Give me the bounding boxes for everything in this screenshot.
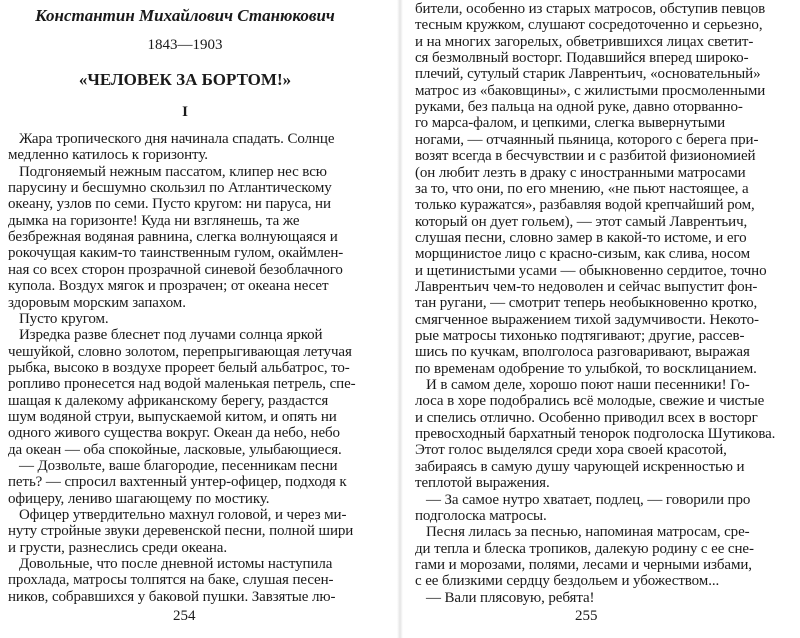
author-name: Константин Михайлович Станюкович	[35, 6, 335, 25]
text-line: петь? — спросил вахтенный унтер-офицер, подходя к	[8, 474, 347, 491]
text-line: Песня лилась за песнью, напоминая матросам, сре-	[415, 524, 750, 541]
book-gutter	[397, 0, 403, 638]
text-line: да океан — оба спокойные, ласковые, улыбающиеся.	[8, 441, 342, 458]
text-line: тан ругани, — смотрит теперь необыкновенно кротко,	[415, 295, 758, 312]
text-line: Лаврентьич чем-то недоволен и сейчас выпустит фон-	[415, 278, 758, 295]
text-line: чешуйкой, словно золотом, перепрыгивающая летучая	[8, 343, 352, 360]
text-line: Пусто кругом.	[8, 310, 109, 327]
text-line: и грусти, разнеслись среди океана.	[8, 539, 228, 556]
text-line: (он любит лезть в драку с иностранными матросами	[415, 164, 746, 181]
text-line: прохлада, матросы толпятся на баке, слушая песен-	[8, 572, 334, 589]
text-line: — За самое нутро хватает, подлец, — говорили про	[415, 491, 751, 508]
text-line: рокочущая каким-то таинственным гулом, окаймлен-	[8, 245, 344, 262]
text-line: лоса в хоре подобрались всё молодые, свежие и чистые	[415, 393, 765, 410]
text-line: Изредка разве блеснет под лучами солнца яркой	[8, 327, 323, 344]
text-line: превосходный бархатный тенорок подголоска Шутикова.	[415, 426, 776, 443]
text-line: — Вали плясовую, ребята!	[415, 589, 595, 606]
text-line: который он дует гольем), — этот самый Лаврентьич,	[415, 213, 748, 230]
text-line: И в самом деле, хорошо поют наши песенники! Го-	[415, 377, 750, 394]
text-line: плечий, сутулый старик Лаврентьич, «основательный»	[415, 66, 761, 83]
story-title: «ЧЕЛОВЕК ЗА БОРТОМ!»	[78, 70, 292, 89]
text-line: безбрежная водяная равнина, слегка волнующаяся и	[8, 229, 338, 246]
text-line: шащая к далекому африканскому берегу, раздастся	[8, 392, 329, 409]
text-line: ногами, — отчаянный пьяница, которого с берега при-	[415, 131, 759, 148]
text-line: бители, особенно из старых матросов, обступив певцов	[415, 1, 766, 17]
text-line: — Дозвольте, ваше благородие, песенникам песни	[8, 458, 338, 474]
text-line: тесным кружком, слушают сосредоточенно и серьезно,	[415, 17, 763, 34]
text-line: ся безмолвный восторг. Подавшийся вперед широко-	[415, 50, 749, 67]
text-line: Этот голос выделялся среди хора своей красотой,	[415, 442, 727, 459]
text-line: дымка на горизонте! Куда ни взглянешь, та же	[8, 212, 300, 229]
text-line: нуту стройные звуки деревенской песни, полной шири	[8, 523, 354, 540]
right-page	[405, 0, 800, 638]
text-line: шись по кучкам, вполголоса разговаривают, выражая	[415, 344, 750, 361]
text-line: за то, что они, по его мнению, «не пьют настоящее, а	[415, 180, 749, 197]
chapter-number: I	[182, 104, 188, 120]
text-line: медленно катилось к горизонту.	[8, 147, 208, 164]
text-line: слушая песни, словно замер в какой-то истоме, и его	[415, 229, 747, 246]
text-line: одного живого существа вокруг. Океан да небо, небо	[8, 425, 340, 442]
text-line: ди тепла и блеска тропиков, далекую родину с ее сне-	[415, 540, 754, 557]
text-line: Жара тропического дня начинала спадать. Солнце	[8, 131, 335, 147]
text-line: ная со всех сторон прозрачной синевой безоблачного	[8, 261, 343, 278]
text-line: по временам одобрение то улыбкой, то восклицанием.	[415, 360, 757, 377]
text-line: забираясь в самую душу чарующей искренностью и	[415, 458, 745, 475]
text-line: Довольные, что после дневной истомы наступила	[8, 556, 333, 573]
page-number-left: 254	[173, 608, 196, 624]
text-line: матрос из «баковщины», с жилистыми просмоленными	[415, 82, 766, 99]
text-line: рые матросы тихонько подтягивают; другие, рассев-	[415, 328, 745, 344]
text-line: рыбка, высоко в воздухе прореет белый альбатрос, то-	[8, 359, 350, 376]
text-line: руками, без пальца на одной руке, давно оторванно-	[415, 99, 743, 116]
text-line: Подгоняемый нежным пассатом, клипер нес всю	[8, 163, 327, 180]
text-line: Офицер утвердительно махнул головой, и через ми-	[8, 507, 347, 524]
text-line: теплотой выражения.	[415, 475, 550, 492]
text-line: шум водяной струи, выпускаемой китом, и опять ни	[8, 408, 337, 425]
text-line: возят всегда в бесчувствии и с разбитой физиономией	[415, 148, 756, 165]
text-line: океану, узлов по семи. Пусто кругом: ни паруса, ни	[8, 196, 331, 213]
text-line: подголоска матросы.	[415, 507, 547, 524]
text-line: и на многих загорелых, обветрившихся лицах светит-	[415, 33, 754, 50]
text-line: только куражатся», разбавляя водой крепчайший ром,	[415, 197, 755, 214]
text-line: парусину и бесшумно скользил по Атлантическому	[8, 180, 332, 197]
text-line: и спелись отлично. Особенно приводил всех в восторг	[415, 409, 758, 426]
text-line: офицеру, лениво шагающему по мостику.	[8, 490, 270, 507]
text-line: и щетинистыми усами — обыкновенно сердитое, точно	[415, 262, 767, 279]
text-line: го марса-фалом, и цепкими, слегка вывернутыми	[415, 115, 726, 132]
text-line: смягченное выражением тихой задумчивости. Некото-	[415, 311, 759, 328]
left-page	[0, 0, 396, 638]
page-number-right: 255	[575, 608, 598, 624]
text-line: с ее близкими сердцу бездольем и убожеством...	[415, 573, 720, 590]
text-line: ников, собравшихся у баковой пушки. Завзятые лю-	[8, 588, 336, 605]
text-line: морщинистое лицо с красно-сизым, как слива, носом	[415, 246, 751, 263]
text-line: купола. Воздух мягок и прозрачен; от океана несет	[8, 278, 329, 295]
text-line: здоровым морским запахом.	[8, 294, 186, 311]
author-years: 1843—1903	[147, 37, 223, 53]
text-line: ропливо пронесется над водой маленькая петрель, спе-	[8, 376, 356, 393]
text-line: гами и морозами, полями, лесами и черными избами,	[415, 556, 752, 573]
